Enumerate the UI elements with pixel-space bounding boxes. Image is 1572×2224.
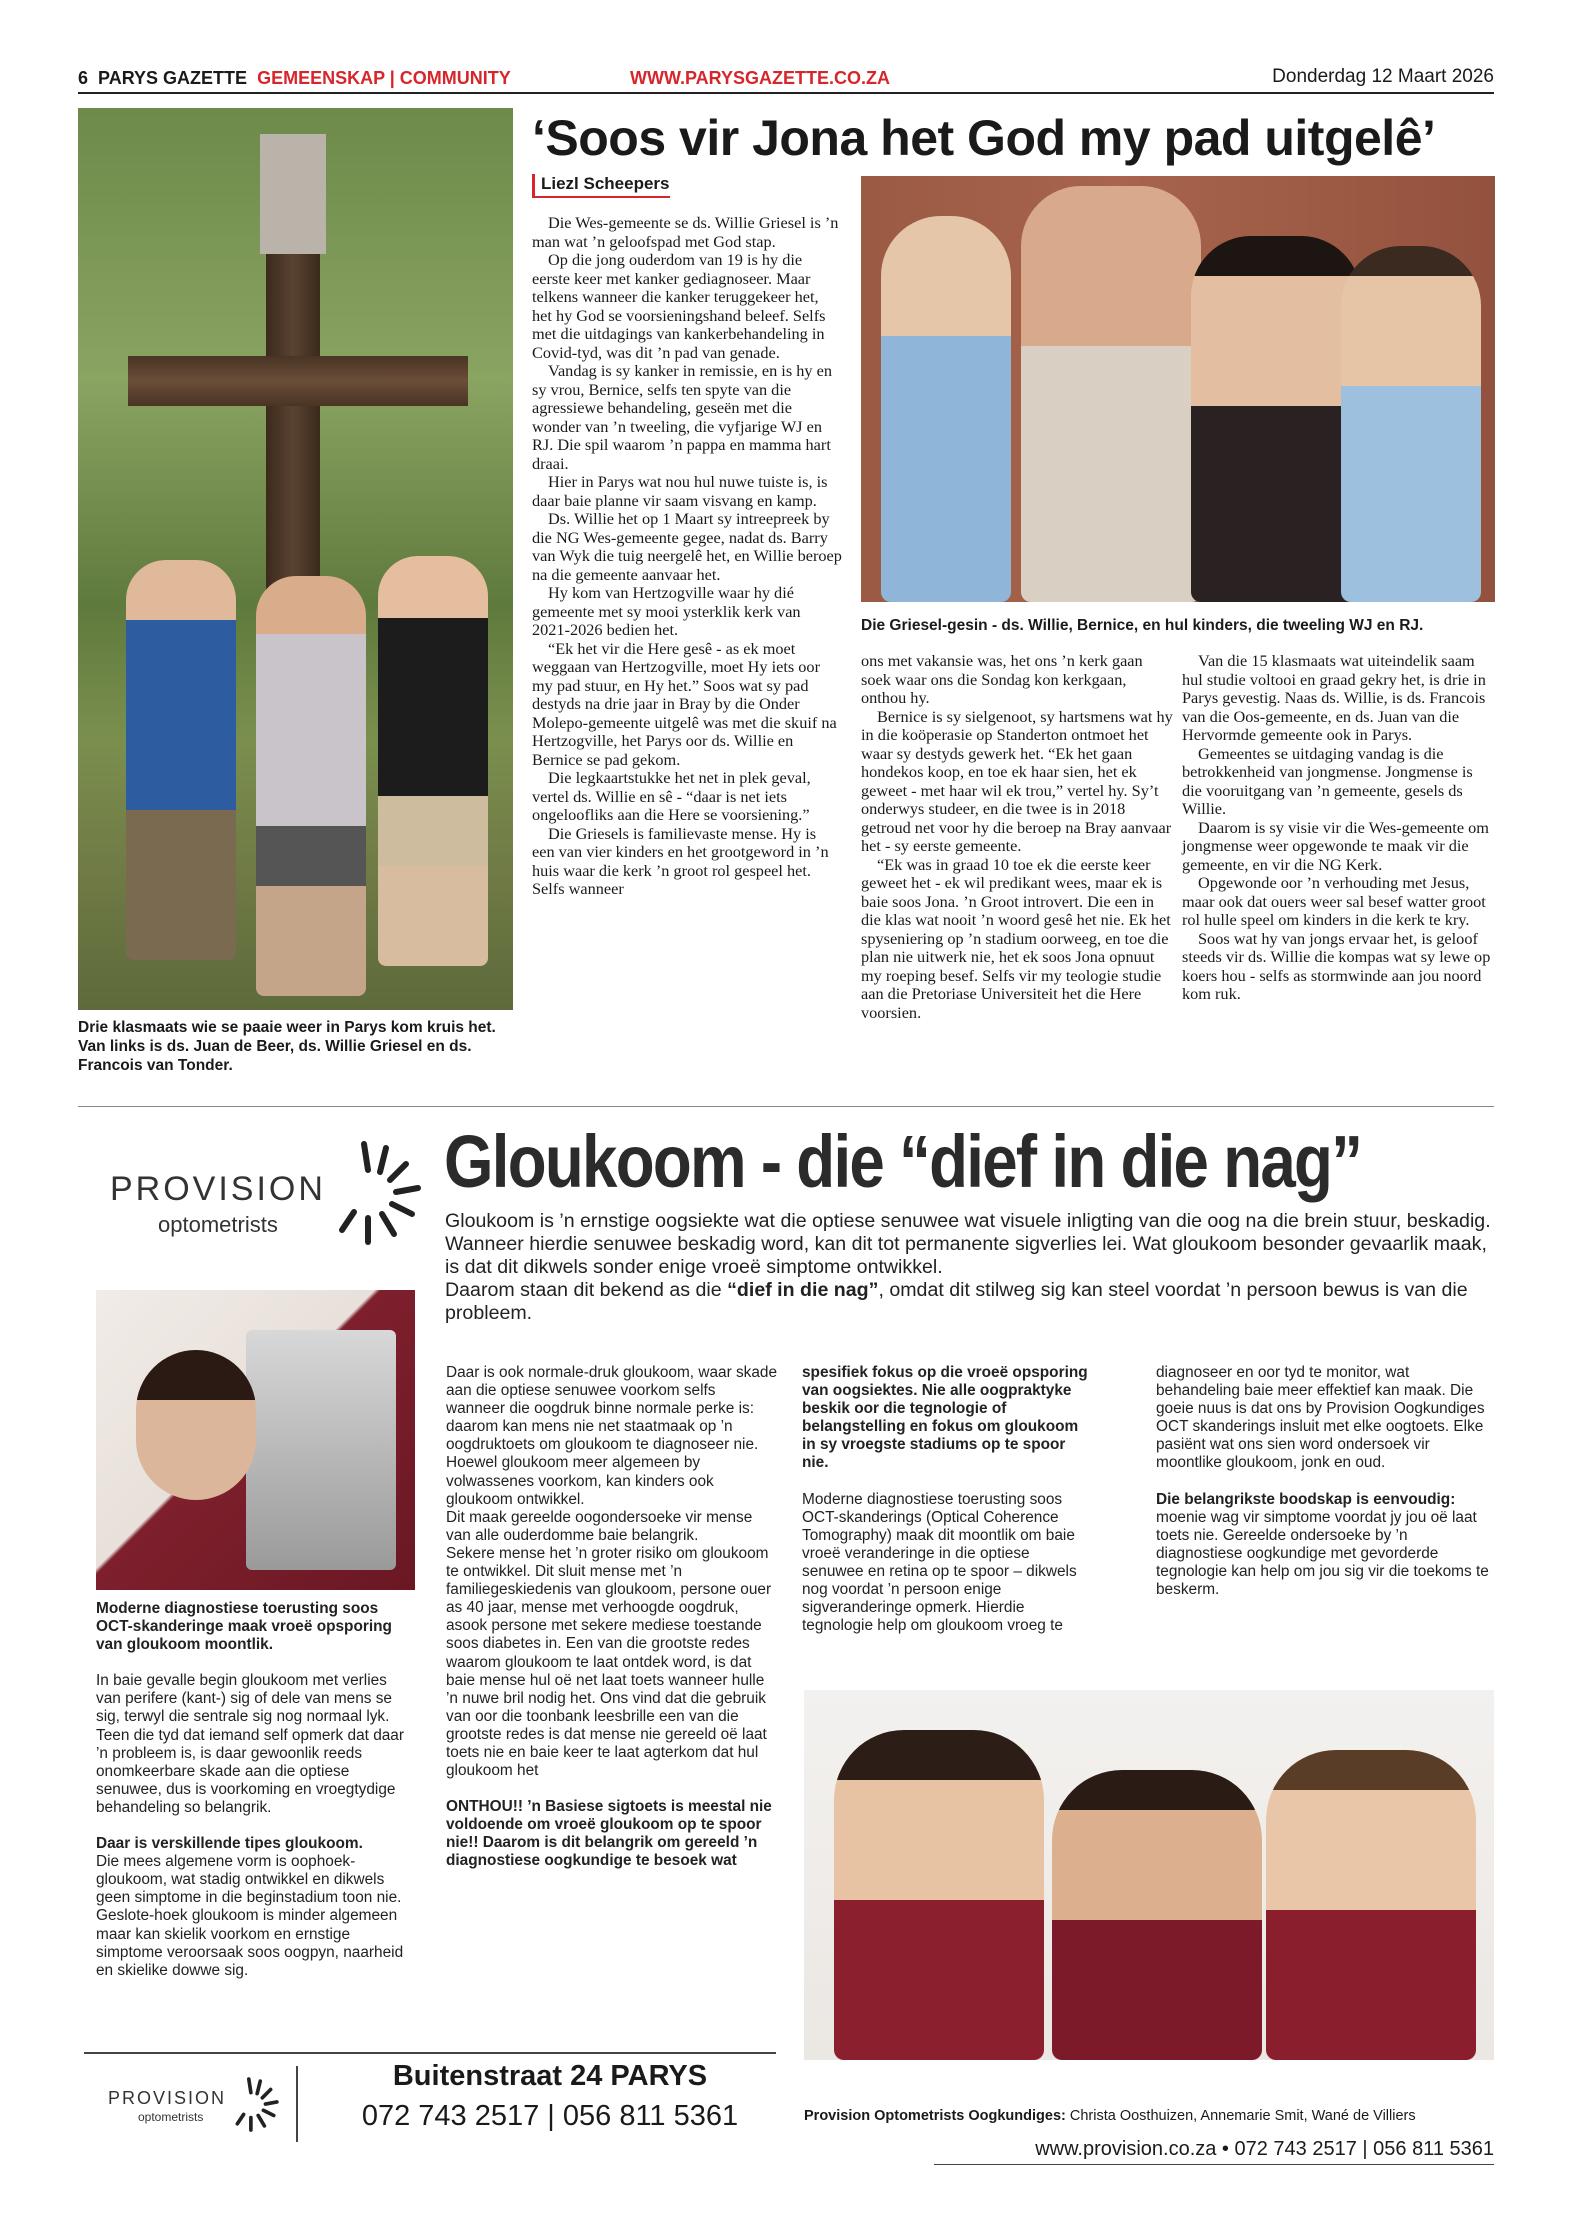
paragraph: Gemeentes se uitdaging vandag is die betrokkenheid van jongmense. Jongmense is die vooruitgang van ’n gemeente, gesels ds Willie. bbox=[1182, 743, 1473, 818]
photo-caption-classmates: Drie klasmaats wie se paaie weer in Parys kom kruis het. Van links is ds. Juan de Beer, ds. Willie Griesel en ds. Francois van Tonder. bbox=[78, 1019, 496, 1074]
paragraph: Moderne diagnostiese toerusting soos OCT-skanderings (Optical Coherence Tomography) maak dit moontlik om baie vroeë veranderinge in die optiese senuwee en retina op te spoor – dikwels nog voordat ’n persoon enige sigveranderinge opmerk. Hierdie tegnologie help om gloukoom vroeg te bbox=[802, 1490, 1077, 1635]
person-child-wj bbox=[881, 216, 1011, 602]
paper-name: PARYS GAZETTE bbox=[98, 68, 248, 88]
sunburst-icon bbox=[324, 1130, 424, 1250]
paragraph: Bernice is sy sielgenoot, sy hartsmens wat hy in die koöperasie op Standerton ontmoet het waar sy destyds gewerk het. “Ek het gaan hondekos koop, en toe ek haar sien, het ek geweet - met haar wil ek trou,” vertel hy. Sy’t onderwys studeer, en die twee is in 2018 getroud net voor hy die beroep na Bray aanvaar het - sy eerste gemeente. bbox=[861, 706, 1173, 855]
paragraph: Opgewonde oor ’n verhouding met Jesus, maar ook dat ouers weer sal besef watter groot rol hulle speel om kinders in die kerk te kry. bbox=[1182, 873, 1486, 929]
issue-date: Donderdag 12 Maart 2026 bbox=[1272, 66, 1494, 87]
intro-paragraph-1: Gloukoom is ’n ernstige oogsiekte wat die optiese senuwee wat visuele inligting van die oog na die brein stuur, beskadig. Wanneer hierdie senuwee beskadig word, kan dit tot permanente sigverlies lei. Wat gloukoom besonder gevaarlik maak, is dat dit dikwels sonder enige vroeë simptome ontwikkel. bbox=[445, 1210, 1491, 1278]
thief-in-night-emphasis: “dief in die nag” bbox=[727, 1279, 879, 1301]
ad-headline: Gloukoom - die “dief in die nag” bbox=[444, 1120, 1362, 1203]
paragraph: Vandag is sy kanker in remissie, en is hy en sy vrou, Bernice, selfs ten spyte van die agressiewe behandeling, geseën met die wonder van ’n tweeling, die vyfjarige WJ en RJ. Die spil waarom ’n pappa en mamma hart draai. bbox=[532, 361, 832, 473]
person-child-rj bbox=[1341, 246, 1481, 602]
paragraph: Die legkaartstukke het net in plek geval, vertel ds. Willie en sê - “daar is net iets ongeloofliks aan die Here se voorsiening.” bbox=[532, 768, 811, 824]
paragraph: Die Wes-gemeente se ds. Willie Griesel is ’n man wat ’n geloofspad met God stap. bbox=[532, 213, 839, 251]
ad-column-3 bbox=[802, 1364, 1092, 1635]
ad-column-2 bbox=[446, 1364, 778, 1871]
subheading: Die belangrikste boodskap is eenvoudig: bbox=[1156, 1490, 1456, 1508]
oct-machine bbox=[246, 1330, 396, 1570]
cross-top bbox=[260, 134, 326, 254]
person-wane bbox=[1266, 1750, 1476, 2060]
paragraph: Hy kom van Hertzogville waar hy dié gemeente met sy mooi ysterklik kerk van 2021-2026 bedien het. bbox=[532, 583, 801, 639]
paragraph: Van die 15 klasmaats wat uiteindelik saam hul studie voltooi en graad gekry het, is drie in Parys gevestig. Naas ds. Willie, is ds. Francois van die Oos-gemeente, en ds. Juan van die Hervormde gemeente ook in Parys. bbox=[1182, 651, 1486, 744]
logo-wordmark: PROVISION bbox=[110, 1170, 326, 1208]
sunburst-icon bbox=[228, 2070, 280, 2136]
logo-subtitle: optometrists bbox=[158, 1212, 278, 1237]
paragraph: Die mees algemene vorm is oophoek-gloukoom, wat stadig ontwikkel en dikwels geen simptome in die beginstadium toon nie. Geslote-hoek gloukoom is minder algemeen maar kan skielik voorkom en ernstige simptome veroorsaak soos oogpyn, naarheid en skielike dowwe sig. bbox=[96, 1853, 404, 1979]
paragraph: “Ek het vir die Here gesê - as ek moet weggaan van Hertzogville, moet Hy iets oor my pad stuur, en Hy het.” Soos wat sy pad destyds na drie jaar in Bray by die Onder Molepo-gemeente uitgelê was met die skuif na Hertzogville, het Parys oor ds. Willie en Bernice se pad gekom. bbox=[532, 638, 837, 769]
reminder: ONTHOU!! ’n Basiese sigtoets is meestal nie voldoende om vroeë gloukoom op te spoor nie!! Daarom is dit belangrik om gereeld ’n diagnostiese oogkundige te besoek wat bbox=[446, 1798, 772, 1870]
paragraph: In baie gevalle begin gloukoom met verlies van perifere (kant-) sig of dele van mens se sig, terwyl die sentrale sig nog normaal lyk. Teen die tyd dat iemand self opmerk dat daar ’n probleem is, is daar gewoonlik reeds onomkeerbare skade aan die optiese senuwee, dus is voorkoming en vroegtydige behandeling so belangrik. bbox=[96, 1672, 404, 1816]
person-willie bbox=[1021, 186, 1201, 602]
article-headline: ‘Soos vir Jona het God my pad uitgelê’ bbox=[532, 110, 1436, 166]
paragraph: Sekere mense het ’n groter risiko om gloukoom te ontwikkel. Dit sluit mense met ’n familiegeskiedenis van gloukoom, persone ouer as 40 jaar, mense met verhoogde oogdruk, asook persone met sekere mediese toestande soos diabetes in. Een van die grootste redes waarom gloukoom te laat ontdek word, is dat baie mense hul oë net laat toets wanneer hulle ’n nuwe bril nodig het. Ons vind dat die gebruik van oor die toonbank leesbrille een van die grootste redes is dat mense nie gereeld oë laat toets nie en baie keer te laat agterkom dat hul gloukoom het bbox=[446, 1544, 772, 1780]
person-christa bbox=[834, 1730, 1044, 2060]
paragraph: Daarom is sy visie vir die Wes-gemeente om jongmense weer opgewonde te maak vir die gemeente, en vir die NG Kerk. bbox=[1182, 817, 1489, 874]
article-column-2 bbox=[861, 652, 1175, 1022]
person-juan bbox=[126, 560, 236, 960]
paragraph: Dit maak gereelde oogondersoeke vir mense van alle ouderdomme baie belangrik. bbox=[446, 1508, 753, 1544]
person-annemarie bbox=[1052, 1770, 1262, 2060]
ad-column-1 bbox=[96, 1600, 414, 1980]
web-and-phones[interactable]: www.provision.co.za • 072 743 2517 | 056 811 5361 bbox=[1035, 2138, 1494, 2160]
article-column-3 bbox=[1182, 652, 1494, 1004]
paragraph: Ds. Willie het op 1 Maart sy intreepreek by die NG Wes-gemeente gegee, nadat ds. Barry van Wyk die tuig neergelê het, en Willie beroep na die gemeente aanvaar het. bbox=[532, 509, 842, 584]
person-willie bbox=[256, 576, 366, 996]
photo-caption-team: Provision Optometrists Oogkundiges: Christa Oosthuizen, Annemarie Smit, Wané de Villiers bbox=[804, 2108, 1416, 2124]
photo-optometrists-team bbox=[804, 1690, 1494, 2060]
person-bernice bbox=[1191, 236, 1361, 602]
article-column-1 bbox=[532, 214, 842, 899]
web-underline bbox=[934, 2164, 1494, 2165]
subheading: Daar is verskillende tipes gloukoom. bbox=[96, 1835, 363, 1853]
cross-beam bbox=[128, 356, 468, 406]
paragraph: Soos wat hy van jongs ervaar het, is geloof steeds vir ds. Willie die kompas wat sy lewe op koers hou - selfs as stormwinde aan jou noord kom ruk. bbox=[1182, 928, 1491, 1003]
intro-paragraph-2: Daarom staan dit bekend as die “dief in die nag”, omdat dit stilweg sig kan steel voordat ’n persoon bewus is van die probleem. bbox=[445, 1279, 1468, 1324]
provision-logo-small bbox=[108, 2068, 283, 2138]
photo-three-classmates bbox=[78, 108, 513, 1010]
paragraph: ons met vakansie was, het ons ’n kerk gaan soek waar ons die Sondag kon kerkgaan, onthou hy. bbox=[861, 651, 1143, 707]
photo-caption-family: Die Griesel-gesin - ds. Willie, Bernice, en hul kinders, die tweeling WJ en RJ. bbox=[861, 617, 1424, 634]
paragraph: Hier in Parys wat nou hul nuwe tuiste is, is daar baie planne vir saam visvang en kamp. bbox=[532, 472, 828, 510]
address: Buitenstraat 24 PARYS bbox=[392, 2060, 708, 2092]
logo-wordmark: PROVISION bbox=[108, 2088, 227, 2108]
paragraph: Hoewel gloukoom meer algemeen by volwassenes voorkom, kan kinders ook gloukoom ontwikkel. bbox=[446, 1454, 714, 1508]
logo-subtitle: optometrists bbox=[138, 2110, 204, 2124]
paragraph: Daar is ook normale-druk gloukoom, waar skade aan die optiese senuwee voorkom selfs wanneer die oogdruk binne normale perke is: daarom kan mens nie net staatmaak op ’n oogdruktoets om gloukoom te diagnoseer nie. bbox=[446, 1364, 778, 1454]
photo-caption-oct: Moderne diagnostiese toerusting soos OCT-skanderinge maak vroeë opsporing van gloukoom moontlik. bbox=[96, 1600, 392, 1654]
patient bbox=[136, 1350, 256, 1500]
header-divider bbox=[78, 92, 1494, 94]
phone-numbers[interactable]: 072 743 2517 | 056 811 5361 bbox=[361, 2100, 739, 2132]
section-divider bbox=[78, 1106, 1494, 1107]
paragraph: spesifiek fokus op die vroeë opsporing van oogsiektes. Nie alle oogpraktyke beskik oor die tegnologie of belangstelling en fokus om gloukoom in sy vroegste stadiums op te spoor nie. bbox=[802, 1364, 1088, 1472]
paragraph: “Ek was in graad 10 toe ek die eerste keer geweet het - ek wil predikant wees, maar ek is baie soos Jona. ’n Groot introvert. Die een in die klas wat nooit ’n woord gesê het nie. Ek het spyseniering op ’n stadium oorweeg, en toe die plan nie uitwerk nie, het ek soos Jona opnuut my roeping besef. Selfs vir my teologie studie aan die Pretoriase Universiteit het die Here voorsien. bbox=[861, 854, 1171, 1022]
paragraph: Op die jong ouderdom van 19 is hy die eerste keer met kanker gediagnoseer. Maar telkens wanneer die kanker teruggekeer het, het hy God se voorsieningshand beleef. Selfs met die uitdagings van kankerbehandeling in Covid-tyd, was dit ’n pad van genade. bbox=[532, 250, 826, 362]
ad-column-4 bbox=[1156, 1364, 1496, 1599]
section-name: GEMEENSKAP | COMMUNITY bbox=[257, 68, 511, 88]
byline: Liezl Scheepers bbox=[532, 174, 670, 198]
page-header bbox=[78, 66, 1494, 92]
photo-oct-exam bbox=[96, 1290, 415, 1590]
paragraph: Die Griesels is familievaste mense. Hy is een van vier kinders en het grootgeword in ’n huis waar die kerk ’n groot rol gespeel het. Selfs wanneer bbox=[532, 823, 829, 898]
contact-divider bbox=[84, 2052, 776, 2054]
photo-griesel-family bbox=[861, 176, 1495, 602]
contact-vertical-divider bbox=[296, 2066, 298, 2142]
page-number: 6 bbox=[78, 68, 89, 88]
paragraph: diagnoseer en oor tyd te monitor, wat behandeling baie meer effektief kan maak. Die goeie nuus is dat ons by Provision Oogkundiges OCT skanderings insluit met elke oogtoets. Elke pasiënt wat ons sien word ondersoek vir moontlike gloukoom, jonk en oud. bbox=[1156, 1364, 1485, 1472]
person-francois bbox=[378, 556, 488, 966]
ad-intro bbox=[445, 1210, 1495, 1325]
provision-logo bbox=[110, 1130, 430, 1260]
paragraph: moenie wag vir simptome voordat jy jou oë laat toets nie. Gereelde ondersoeke by ’n diagnostiese oogkundige met gevorderde tegnologie kan help om jou sig vir die toekoms te beskerm. bbox=[1156, 1508, 1489, 1599]
site-url[interactable]: WWW.PARYSGAZETTE.CO.ZA bbox=[630, 68, 890, 88]
